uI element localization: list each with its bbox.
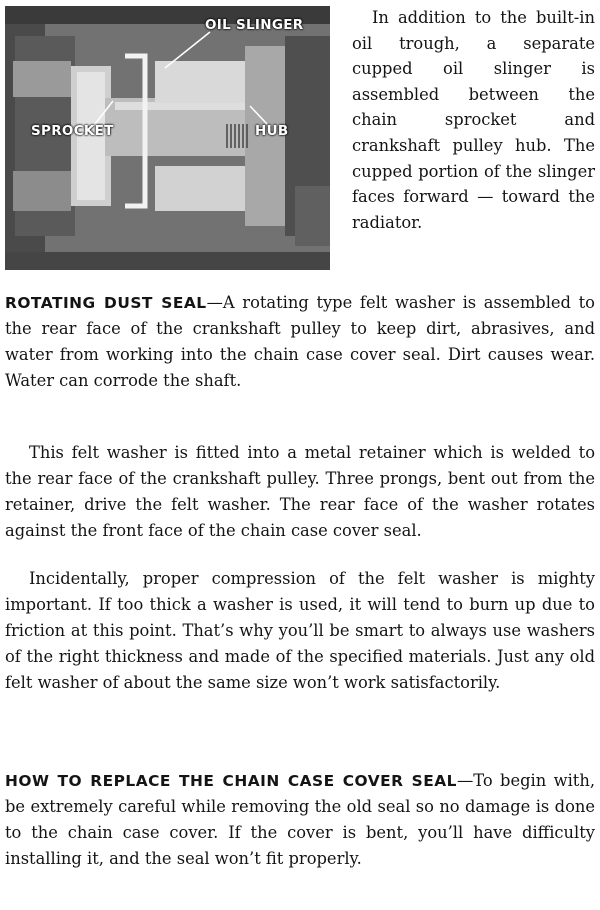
compression-paragraph: Incidentally, proper compression of the felt washer is mighty important. If too thick a washer is used, it will tend to burn up due to friction at this point. That’s why you’ll be smart to always use washers of the right thickness and made of the specified materials. Just any old felt washer of about the same size won’t work satisfactorily.	[5, 569, 595, 693]
paragraph-body: —A rotating type felt washer is assembled to the rear face of the crankshaft pulley to keep dirt, abrasives, and water from working into the chain case cover seal. Dirt causes wear. Water can corrode the shaft.	[5, 293, 595, 391]
section-heading: HOW TO REPLACE THE CHAIN CASE COVER SEAL	[5, 772, 457, 790]
replace-seal-paragraph	[5, 768, 595, 872]
oil-slinger-callout: OIL SLINGER	[205, 17, 304, 33]
figure-caption-text: In addition to the built-in oil trough, a separate cupped oil slinger is assembled between the chain sprocket and crankshaft pulley hub. The cupped portion of the slinger faces forward — toward the radiator.	[352, 8, 595, 232]
hub-callout: HUB	[255, 123, 289, 139]
cutaway-photo	[5, 6, 330, 270]
paragraph-body: —To begin with, be extremely careful while removing the old seal so no damage is done to the chain case cover. If the cover is bent, you’ll have difficulty installing it, and the seal won’t fit properly.	[5, 771, 595, 869]
felt-washer-paragraph: This felt washer is fitted into a metal retainer which is welded to the rear face of the crankshaft pulley. Three prongs, bent out from the retainer, drive the felt washer. The rear face of the washer rotates against the front face of the chain case cover seal.	[5, 443, 595, 541]
section-heading: ROTATING DUST SEAL	[5, 294, 207, 312]
sprocket-callout: SPROCKET	[31, 123, 114, 139]
rotating-dust-seal-paragraph	[5, 290, 595, 394]
